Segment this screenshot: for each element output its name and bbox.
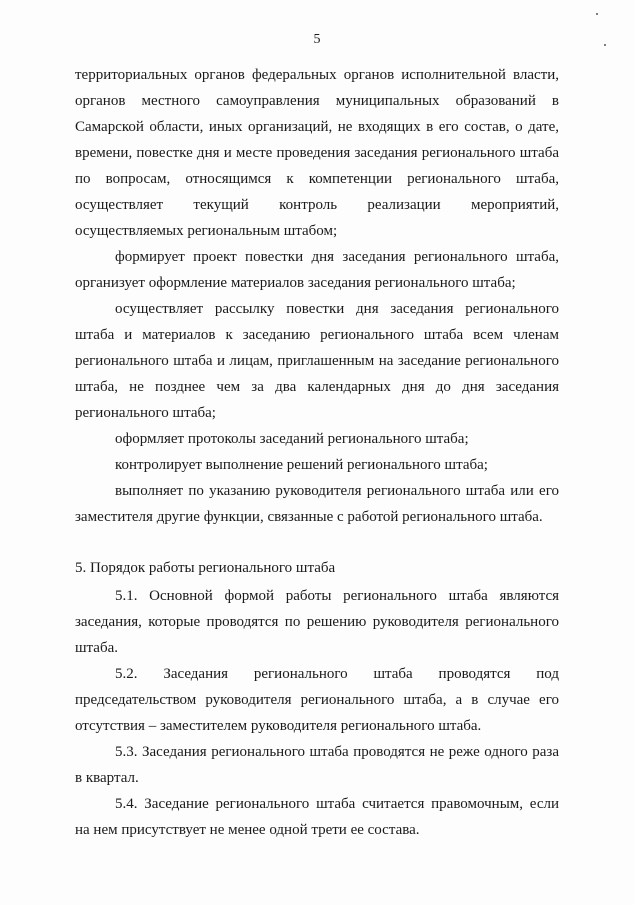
- section-item: 5.3. Заседания регионального штаба проводятся не реже одного раза в квартал.: [75, 744, 559, 786]
- section-item: 5.4. Заседание регионального штаба считается правомочным, если на нем присутствует не менее одной трети ее состава.: [75, 796, 559, 838]
- page-number: 5: [313, 32, 321, 47]
- section-item: 5.2. Заседания регионального штаба проводятся под председательством руководителя регионального штаба, а в случае его отсутствия – заместителем руководителя регионального штаба.: [75, 666, 563, 734]
- paragraph-continued: территориальных органов федеральных органов исполнительной власти, органов местного самоуправления муниципальных образований в Самарской области, иных организаций, не входящих в его состав, о дате, времени, повестке дня и месте проведения заседания регионального штаба по вопросам, относящимся к компетенции регионального штаба, осуществляет текущий контроль реализации мероприятий, осуществляемых региональным штабом;: [75, 67, 559, 239]
- scan-speck: [596, 13, 598, 15]
- document-body: [75, 62, 563, 843]
- paragraph: формирует проект повестки дня заседания регионального штаба, организует оформление материалов заседания регионального штаба;: [75, 249, 559, 291]
- paragraph: оформляет протоколы заседаний регионального штаба;: [115, 431, 469, 447]
- paragraph: выполняет по указанию руководителя регионального штаба или его заместителя другие функции, связанные с работой регионального штаба.: [75, 483, 559, 525]
- paragraph: контролирует выполнение решений регионального штаба;: [115, 457, 488, 473]
- section-heading: 5. Порядок работы регионального штаба: [75, 560, 336, 576]
- paragraph: осуществляет рассылку повестки дня заседания регионального штаба и материалов к заседанию регионального штаба всем членам регионального штаба и лицам, приглашенным на заседание регионального штаба, не позднее чем за два календарных дня до дня заседания регионального штаба;: [75, 301, 559, 421]
- section-item: 5.1. Основной формой работы регионального штаба являются заседания, которые проводятся по решению руководителя регионального штаба.: [75, 588, 563, 656]
